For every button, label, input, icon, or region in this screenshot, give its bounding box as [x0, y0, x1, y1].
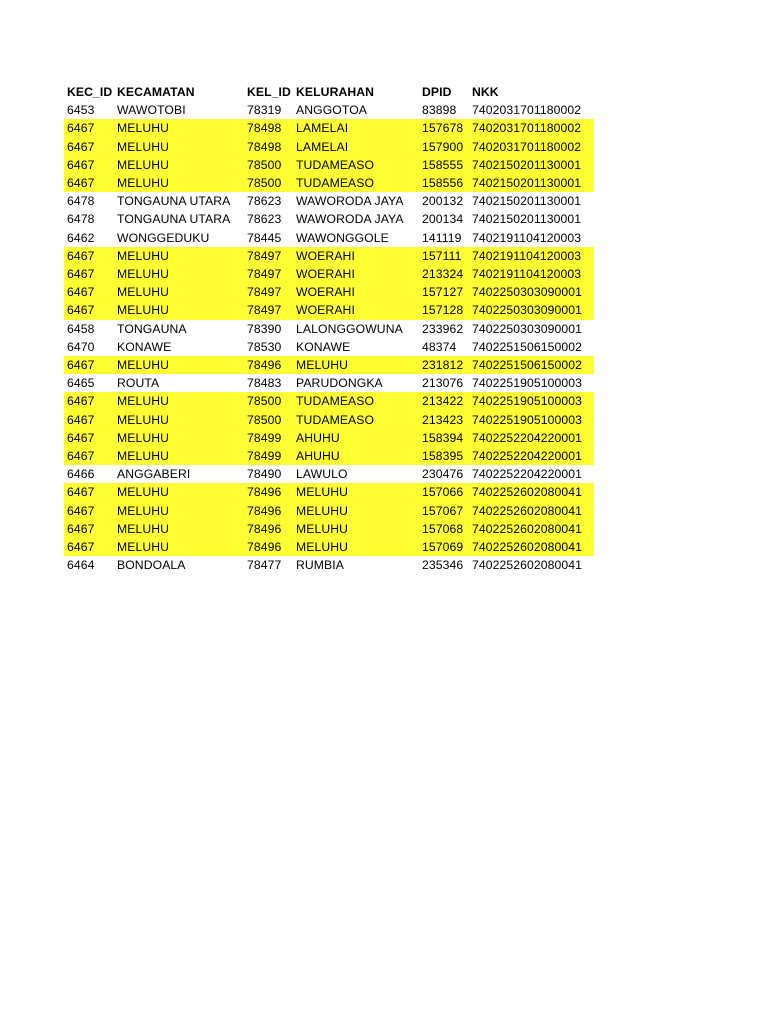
header-kecamatan[interactable]: KECAMATAN [117, 85, 195, 99]
table-row [64, 356, 594, 374]
cell-kec-id[interactable]: 6467 [64, 411, 114, 429]
cell-kecamatan[interactable]: MELUHU [114, 356, 244, 374]
table-row [64, 338, 594, 356]
cell-kel-id[interactable]: 78497 [244, 283, 293, 301]
cell-kec-id[interactable]: 6467 [64, 356, 114, 374]
cell-dpid[interactable]: 141119 [422, 230, 462, 245]
data-table [64, 83, 594, 574]
cell-kecamatan[interactable]: MELUHU [114, 247, 244, 265]
table-row [64, 265, 594, 283]
cell-kec-id[interactable]: 6467 [64, 174, 114, 192]
cell-dpid[interactable]: 213422 [419, 392, 469, 410]
cell-nkk[interactable]: 7402252204220001 [469, 429, 594, 447]
cell-kec-id[interactable]: 6466 [67, 467, 95, 482]
cell-nkk[interactable]: 7402252602080041 [472, 558, 583, 573]
cell-kel-id[interactable]: 78496 [244, 538, 293, 556]
cell-kec-id[interactable]: 6462 [67, 230, 95, 245]
cell-kel-id[interactable]: 78497 [244, 301, 293, 319]
cell-kel-id[interactable]: 78623 [247, 194, 282, 209]
cell-kecamatan[interactable]: MELUHU [114, 156, 244, 174]
table-row [64, 138, 594, 156]
cell-kel-id[interactable]: 78483 [247, 376, 282, 391]
table-row [64, 520, 594, 538]
cell-nkk[interactable]: 7402150201130001 [469, 174, 594, 192]
cell-kelurahan[interactable]: AHUHU [293, 447, 419, 465]
cell-dpid[interactable]: 158555 [419, 156, 469, 174]
cell-nkk[interactable]: 7402251905100003 [469, 392, 594, 410]
cell-kec-id[interactable]: 6467 [64, 265, 114, 283]
cell-kec-id[interactable]: 6465 [67, 376, 95, 391]
cell-kelurahan[interactable]: AHUHU [293, 429, 419, 447]
cell-kelurahan[interactable]: WOERAHI [293, 265, 419, 283]
cell-kelurahan[interactable]: WOERAHI [293, 301, 419, 319]
cell-kecamatan[interactable]: MELUHU [114, 301, 244, 319]
cell-kec-id[interactable]: 6478 [67, 212, 95, 227]
cell-dpid[interactable]: 157127 [419, 283, 469, 301]
cell-kec-id[interactable]: 6467 [64, 283, 114, 301]
cell-kec-id[interactable]: 6470 [67, 339, 95, 354]
cell-dpid[interactable]: 157900 [419, 138, 469, 156]
cell-nkk[interactable]: 7402250303090001 [469, 283, 594, 301]
cell-kel-id[interactable]: 78496 [244, 356, 293, 374]
table-row [64, 374, 594, 392]
header-dpid[interactable]: DPID [422, 85, 452, 99]
cell-kel-id[interactable]: 78445 [247, 230, 282, 245]
cell-kec-id[interactable]: 6467 [64, 138, 114, 156]
cell-nkk[interactable]: 7402251905100003 [472, 376, 583, 391]
cell-dpid[interactable]: 83898 [422, 103, 457, 118]
cell-nkk[interactable]: 7402252602080041 [469, 538, 594, 556]
cell-kel-id[interactable]: 78498 [244, 138, 293, 156]
header-nkk[interactable]: NKK [472, 85, 499, 99]
cell-kecamatan[interactable]: TONGAUNA UTARA [117, 212, 231, 227]
cell-kelurahan[interactable]: PARUDONGKA [296, 376, 383, 391]
cell-kec-id[interactable]: 6453 [67, 103, 95, 118]
cell-kel-id[interactable]: 78499 [244, 429, 293, 447]
cell-nkk[interactable]: 7402150201130001 [472, 194, 582, 209]
table-row [64, 556, 594, 574]
cell-kel-id[interactable]: 78390 [247, 321, 282, 336]
cell-kelurahan[interactable]: TUDAMEASO [293, 392, 419, 410]
cell-nkk[interactable]: 7402251506150002 [472, 339, 583, 354]
cell-nkk[interactable]: 7402252204220001 [472, 467, 583, 482]
table-row [64, 247, 594, 265]
cell-kel-id[interactable]: 78499 [244, 447, 293, 465]
cell-nkk[interactable]: 7402150201130001 [469, 156, 594, 174]
cell-kecamatan[interactable]: MELUHU [114, 392, 244, 410]
cell-kec-id[interactable]: 6467 [64, 538, 114, 556]
table-row [64, 538, 594, 556]
cell-kecamatan[interactable]: MELUHU [114, 119, 244, 137]
cell-dpid[interactable]: 158556 [419, 174, 469, 192]
cell-kel-id[interactable]: 78319 [247, 103, 282, 118]
cell-dpid[interactable]: 157068 [419, 520, 469, 538]
cell-nkk[interactable]: 7402191104120003 [469, 247, 594, 265]
table-row [64, 119, 594, 137]
cell-dpid[interactable]: 48374 [422, 339, 457, 354]
table-row [64, 429, 594, 447]
cell-dpid[interactable]: 157067 [419, 502, 469, 520]
cell-kel-id[interactable]: 78497 [244, 247, 293, 265]
cell-kelurahan[interactable]: KONAWE [296, 339, 351, 354]
cell-dpid[interactable]: 233962 [422, 321, 464, 336]
cell-dpid[interactable]: 235346 [422, 558, 464, 573]
header-kec-id[interactable]: KEC_ID [67, 85, 113, 99]
cell-kecamatan[interactable]: MELUHU [114, 520, 244, 538]
cell-kecamatan[interactable]: BONDOALA [117, 558, 186, 573]
cell-kecamatan[interactable]: MELUHU [114, 538, 244, 556]
cell-kecamatan[interactable]: TONGAUNA UTARA [117, 194, 231, 209]
cell-kelurahan[interactable]: MELUHU [293, 520, 419, 538]
cell-kec-id[interactable]: 6464 [67, 558, 95, 573]
table-row [64, 502, 594, 520]
cell-nkk[interactable]: 7402252602080041 [469, 502, 594, 520]
cell-dpid[interactable]: 200132 [422, 194, 464, 209]
cell-kec-id[interactable]: 6467 [64, 301, 114, 319]
table-row [64, 483, 594, 501]
table-row [64, 229, 594, 247]
table-row [64, 210, 594, 228]
cell-kec-id[interactable]: 6467 [64, 156, 114, 174]
cell-nkk[interactable]: 7402250303090001 [472, 321, 583, 336]
cell-kecamatan[interactable]: MELUHU [114, 265, 244, 283]
cell-kecamatan[interactable]: KONAWE [117, 339, 172, 354]
cell-nkk[interactable]: 7402031701180002 [469, 119, 594, 137]
cell-dpid[interactable]: 157069 [419, 538, 469, 556]
cell-kel-id[interactable]: 78496 [244, 520, 293, 538]
cell-kecamatan[interactable]: ROUTA [117, 376, 160, 391]
cell-kecamatan[interactable]: MELUHU [114, 447, 244, 465]
cell-kel-id[interactable]: 78623 [247, 212, 282, 227]
cell-nkk[interactable]: 7402031701180002 [469, 138, 594, 156]
cell-kec-id[interactable]: 6467 [64, 447, 114, 465]
cell-kelurahan[interactable]: TUDAMEASO [293, 411, 419, 429]
cell-kelurahan[interactable]: WAWONGGOLE [296, 230, 389, 245]
cell-kel-id[interactable]: 78498 [244, 119, 293, 137]
cell-kelurahan[interactable]: LALONGGOWUNA [296, 321, 403, 336]
cell-dpid[interactable]: 157678 [419, 119, 469, 137]
table-row [64, 174, 594, 192]
header-row [64, 83, 594, 101]
cell-kel-id[interactable]: 78496 [244, 502, 293, 520]
cell-kel-id[interactable]: 78500 [244, 411, 293, 429]
table-body [64, 101, 594, 574]
cell-kecamatan[interactable]: MELUHU [114, 138, 244, 156]
cell-kec-id[interactable]: 6467 [64, 520, 114, 538]
cell-kecamatan[interactable]: TONGAUNA [117, 321, 187, 336]
cell-kecamatan[interactable]: WAWOTOBI [117, 103, 186, 118]
cell-kelurahan[interactable]: WAWORODA JAYA [296, 212, 404, 227]
header-kelurahan[interactable]: KELURAHAN [296, 85, 375, 99]
cell-nkk[interactable]: 7402252602080041 [469, 483, 594, 501]
cell-kel-id[interactable]: 78500 [244, 174, 293, 192]
cell-kelurahan[interactable]: MELUHU [293, 483, 419, 501]
cell-dpid[interactable]: 200134 [422, 212, 464, 227]
cell-nkk[interactable]: 7402251905100003 [469, 411, 594, 429]
cell-dpid[interactable]: 157066 [419, 483, 469, 501]
table-row [64, 320, 594, 338]
cell-kel-id[interactable]: 78497 [244, 265, 293, 283]
cell-kecamatan[interactable]: MELUHU [114, 429, 244, 447]
cell-kec-id[interactable]: 6467 [64, 247, 114, 265]
cell-kelurahan[interactable]: ANGGOTOA [296, 103, 368, 118]
cell-kelurahan[interactable]: TUDAMEASO [293, 156, 419, 174]
table-row [64, 156, 594, 174]
cell-kecamatan[interactable]: MELUHU [114, 283, 244, 301]
cell-kelurahan[interactable]: TUDAMEASO [293, 174, 419, 192]
cell-nkk[interactable]: 7402250303090001 [469, 301, 594, 319]
header-kel-id[interactable]: KEL_ID [247, 85, 291, 99]
table-row [64, 192, 594, 210]
table-row [64, 101, 594, 119]
cell-kelurahan[interactable]: MELUHU [293, 502, 419, 520]
cell-kecamatan[interactable]: MELUHU [114, 483, 244, 501]
table-row [64, 283, 594, 301]
spreadsheet [64, 83, 594, 574]
cell-kelurahan[interactable]: LAWULO [296, 467, 348, 482]
cell-nkk[interactable]: 7402252204220001 [469, 447, 594, 465]
cell-kecamatan[interactable]: ANGGABERI [117, 467, 191, 482]
cell-dpid[interactable]: 213324 [419, 265, 469, 283]
cell-nkk[interactable]: 7402252602080041 [469, 520, 594, 538]
cell-kel-id[interactable]: 78477 [247, 558, 282, 573]
cell-kecamatan[interactable]: MELUHU [114, 174, 244, 192]
table-row [64, 411, 594, 429]
cell-dpid[interactable]: 231812 [419, 356, 469, 374]
cell-dpid[interactable]: 158394 [419, 429, 469, 447]
cell-kec-id[interactable]: 6467 [64, 119, 114, 137]
cell-kecamatan[interactable]: MELUHU [114, 411, 244, 429]
table-row [64, 447, 594, 465]
cell-dpid[interactable]: 157128 [419, 301, 469, 319]
table-row [64, 392, 594, 410]
cell-kelurahan[interactable]: WOERAHI [293, 283, 419, 301]
cell-kelurahan[interactable]: MELUHU [293, 356, 419, 374]
cell-kec-id[interactable]: 6467 [64, 429, 114, 447]
cell-kelurahan[interactable]: LAMELAI [293, 119, 419, 137]
table-row [64, 301, 594, 319]
cell-kel-id[interactable]: 78530 [247, 339, 282, 354]
cell-kec-id[interactable]: 6467 [64, 392, 114, 410]
cell-nkk[interactable]: 7402150201130001 [472, 212, 582, 227]
cell-kel-id[interactable]: 78490 [247, 467, 282, 482]
cell-kelurahan[interactable]: RUMBIA [296, 558, 344, 573]
cell-kec-id[interactable]: 6467 [64, 483, 114, 501]
cell-kel-id[interactable]: 78500 [244, 156, 293, 174]
cell-kelurahan[interactable]: WAWORODA JAYA [296, 194, 404, 209]
cell-kel-id[interactable]: 78496 [244, 483, 293, 501]
table-row [64, 465, 594, 483]
cell-dpid[interactable]: 158395 [419, 447, 469, 465]
cell-nkk[interactable]: 7402251506150002 [469, 356, 594, 374]
cell-kecamatan[interactable]: WONGGEDUKU [117, 230, 210, 245]
cell-kec-id[interactable]: 6467 [64, 502, 114, 520]
cell-dpid[interactable]: 213423 [419, 411, 469, 429]
cell-kec-id[interactable]: 6478 [67, 194, 95, 209]
cell-kelurahan[interactable]: LAMELAI [293, 138, 419, 156]
cell-dpid[interactable]: 157111 [419, 247, 469, 265]
cell-nkk[interactable]: 7402191104120003 [469, 265, 594, 283]
cell-dpid[interactable]: 230476 [422, 467, 464, 482]
cell-kel-id[interactable]: 78500 [244, 392, 293, 410]
cell-kec-id[interactable]: 6458 [67, 321, 95, 336]
cell-kelurahan[interactable]: WOERAHI [293, 247, 419, 265]
cell-kelurahan[interactable]: MELUHU [293, 538, 419, 556]
cell-nkk[interactable]: 7402191104120003 [472, 230, 582, 245]
cell-kecamatan[interactable]: MELUHU [114, 502, 244, 520]
cell-nkk[interactable]: 7402031701180002 [472, 103, 582, 118]
cell-dpid[interactable]: 213076 [422, 376, 464, 391]
